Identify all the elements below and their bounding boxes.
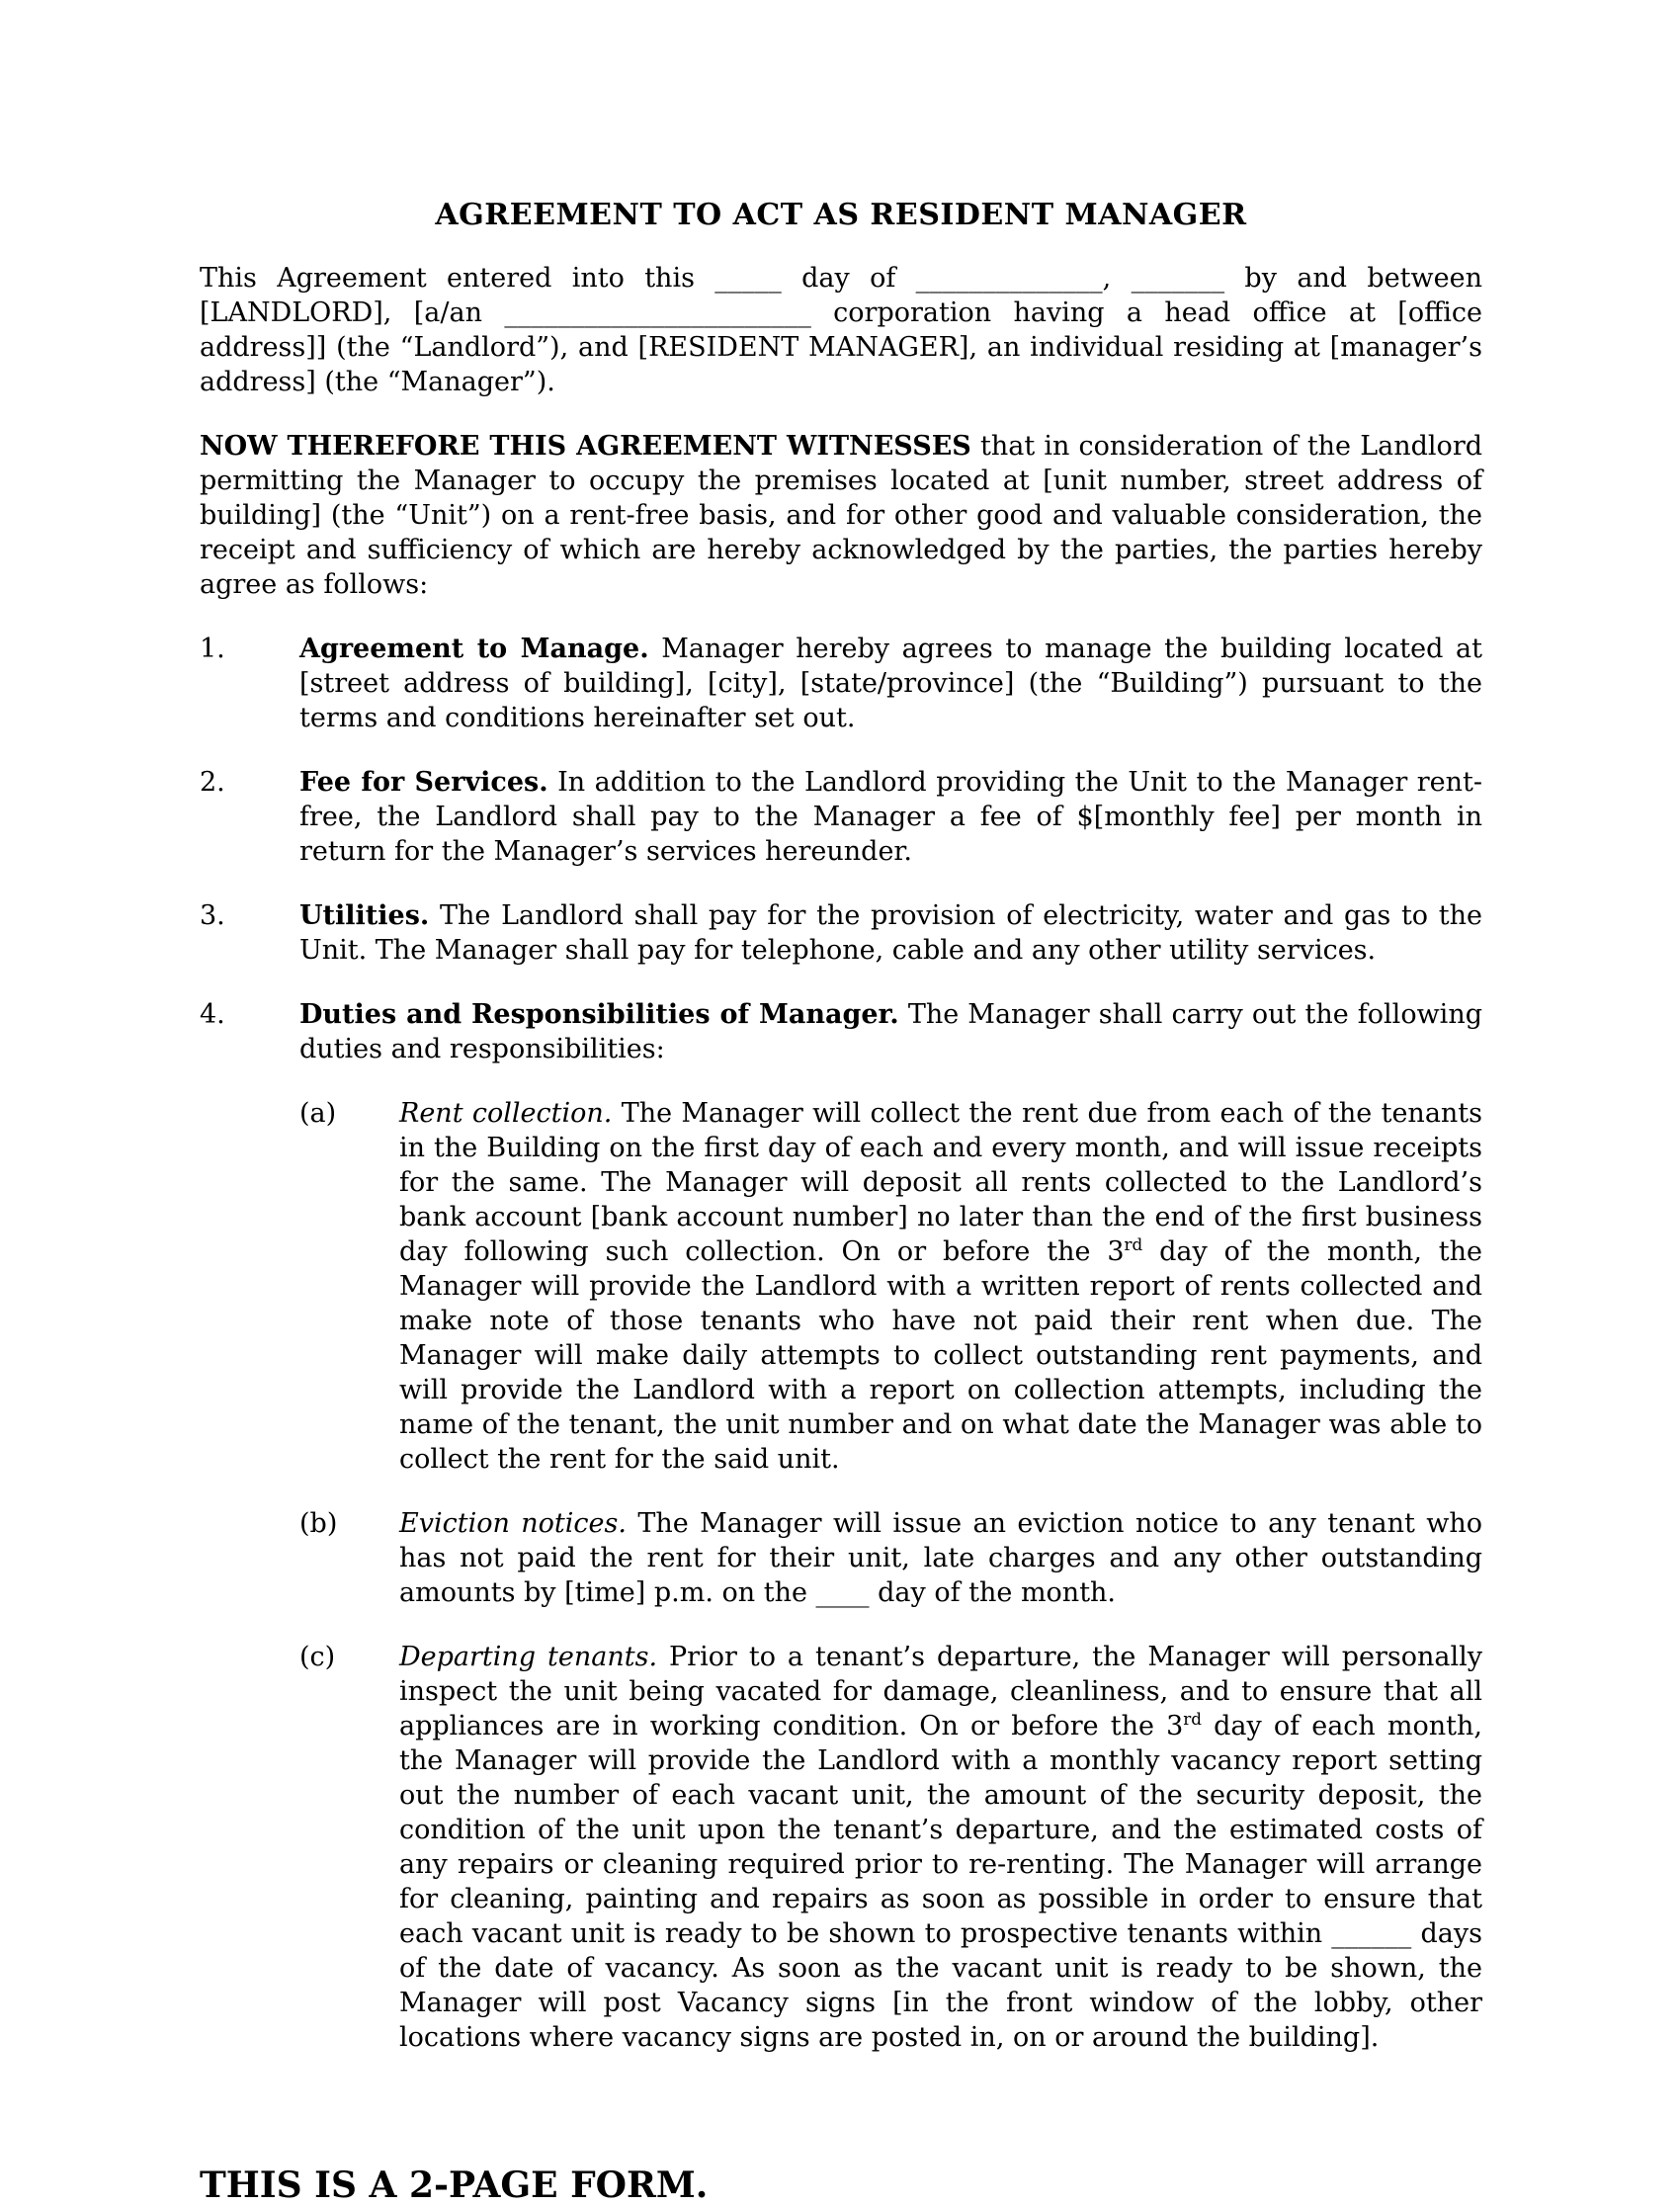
- subclause-letter: (a): [299, 1098, 337, 1129]
- clause-number: 2.: [200, 767, 225, 798]
- clause-number: 4.: [200, 999, 225, 1030]
- clause-text: The Landlord shall pay for the provision of electricity, water and gas to the Unit. The Manager shall pay for telephone, cable and any other utility services.: [299, 900, 1482, 966]
- clause-duties-and-responsibilities: [200, 997, 1482, 1066]
- clause-text: Manager hereby agrees to manage the building located at [street address of building], [city], [state/province] (the “Building”) pursuant to the terms and conditions hereinafter set out.: [299, 634, 1482, 733]
- ordinal-suffix: rd: [1183, 1709, 1202, 1729]
- subclause-rent-collection: [299, 1096, 1482, 1477]
- clause-utilities: [200, 898, 1482, 968]
- document-title: AGREEMENT TO ACT AS RESIDENT MANAGER: [435, 198, 1247, 232]
- clause-agreement-to-manage: [200, 632, 1482, 735]
- clause-fee-for-services: [200, 765, 1482, 869]
- subclause-text: day of the month, the Manager will provide the Landlord with a written report of rents collected and make note of those tenants who have not paid their rent when due. The Manager will make daily attempts to collect outstanding rent payments, and will provide the Landlord with a report on collection attempts, including the name of the tenant, the unit number and on what date the Manager was able to collect the rent for the said unit.: [399, 1236, 1482, 1475]
- subclause-body: [399, 1640, 1482, 2055]
- witnesseth-lead: NOW THEREFORE THIS AGREEMENT WITNESSES: [200, 431, 971, 462]
- clause-heading: Fee for Services.: [299, 767, 548, 798]
- clause-heading: Utilities.: [299, 900, 430, 931]
- clause-text: The Manager shall carry out the following duties and responsibilities:: [299, 999, 1482, 1064]
- subclause-text: The Manager will collect the rent due from each of the tenants in the Building on the first day of each and every month, and will issue receipts for the same. The Manager will deposit all rents collected to the Landlord’s bank account [bank account number] no later than the end of the first business day following such collection. On or before the 3: [399, 1098, 1483, 1267]
- clause-text: In addition to the Landlord providing the Unit to the Manager rent-free, the Landlord shall pay to the Manager a fee of $[monthly fee] per month in return for the Manager’s services hereunder.: [299, 767, 1482, 867]
- subclause-departing-tenants: [299, 1640, 1482, 2055]
- clause-body: [299, 632, 1482, 735]
- subclause-body: [399, 1096, 1482, 1477]
- intro-paragraph: This Agreement entered into this _____ day of ______________, _______ by and between [LANDLORD], [a/an _______________________ corporation having a head office at [office address]] (the “Landlord”), and [RESIDENT MANAGER], an individual residing at [manager’s address] (the “Manager”).: [200, 263, 1482, 397]
- ordinal-suffix: rd: [1124, 1234, 1143, 1254]
- subclause-body: [399, 1506, 1482, 1610]
- clause-body: [299, 997, 1482, 1066]
- two-page-form-note: THIS IS A 2-PAGE FORM.: [200, 2165, 709, 2206]
- clause-number: 1.: [200, 634, 225, 664]
- clause-body: [299, 898, 1482, 968]
- subclause-text: day of each month, the Manager will provide the Landlord with a monthly vacancy report setting out the number of each vacant unit, the amount of the security deposit, the condition of the unit upon the tenant’s departure, and the estimated costs of any repairs or cleaning required prior to re-renting. The Manager will arrange for cleaning, painting and repairs as soon as possible in order to ensure that each vacant unit is ready to be shown to prospective tenants within ______ days of the date of vacancy. As soon as the vacant unit is ready to be shown, the Manager will post Vacancy signs [in the front window of the lobby, other locations where vacancy signs are posted in, on or around the building].: [399, 1711, 1482, 2053]
- subclause-heading: Departing tenants.: [399, 1642, 658, 1672]
- subclause-text: The Manager will issue an eviction notice to any tenant who has not paid the rent for their unit, late charges and any other outstanding amounts by [time] p.m. on the ____ day of the month.: [399, 1508, 1482, 1608]
- subclause-heading: Rent collection.: [399, 1098, 613, 1129]
- witnesseth-paragraph: [200, 429, 1482, 602]
- subclause-letter: (c): [299, 1642, 336, 1672]
- subclause-text: Prior to a tenant’s departure, the Manager will personally inspect the unit being vacated for damage, cleanliness, and to ensure that all appliances are in working condition. On or before the 3: [399, 1642, 1482, 1741]
- subclause-eviction-notices: [299, 1506, 1482, 1610]
- subclause-heading: Eviction notices.: [399, 1508, 627, 1539]
- clause-heading: Duties and Responsibilities of Manager.: [299, 999, 899, 1030]
- clause-number: 3.: [200, 900, 225, 931]
- subclause-letter: (b): [299, 1508, 338, 1539]
- clause-heading: Agreement to Manage.: [299, 634, 649, 664]
- clause-body: [299, 765, 1482, 869]
- witnesseth-text: that in consideration of the Landlord permitting the Manager to occupy the premises located at [unit number, street address of building] (the “Unit”) on a rent-free basis, and for other good and valuable consideration, the receipt and sufficiency of which are hereby acknowledged by the parties, the parties hereby agree as follows:: [200, 431, 1483, 600]
